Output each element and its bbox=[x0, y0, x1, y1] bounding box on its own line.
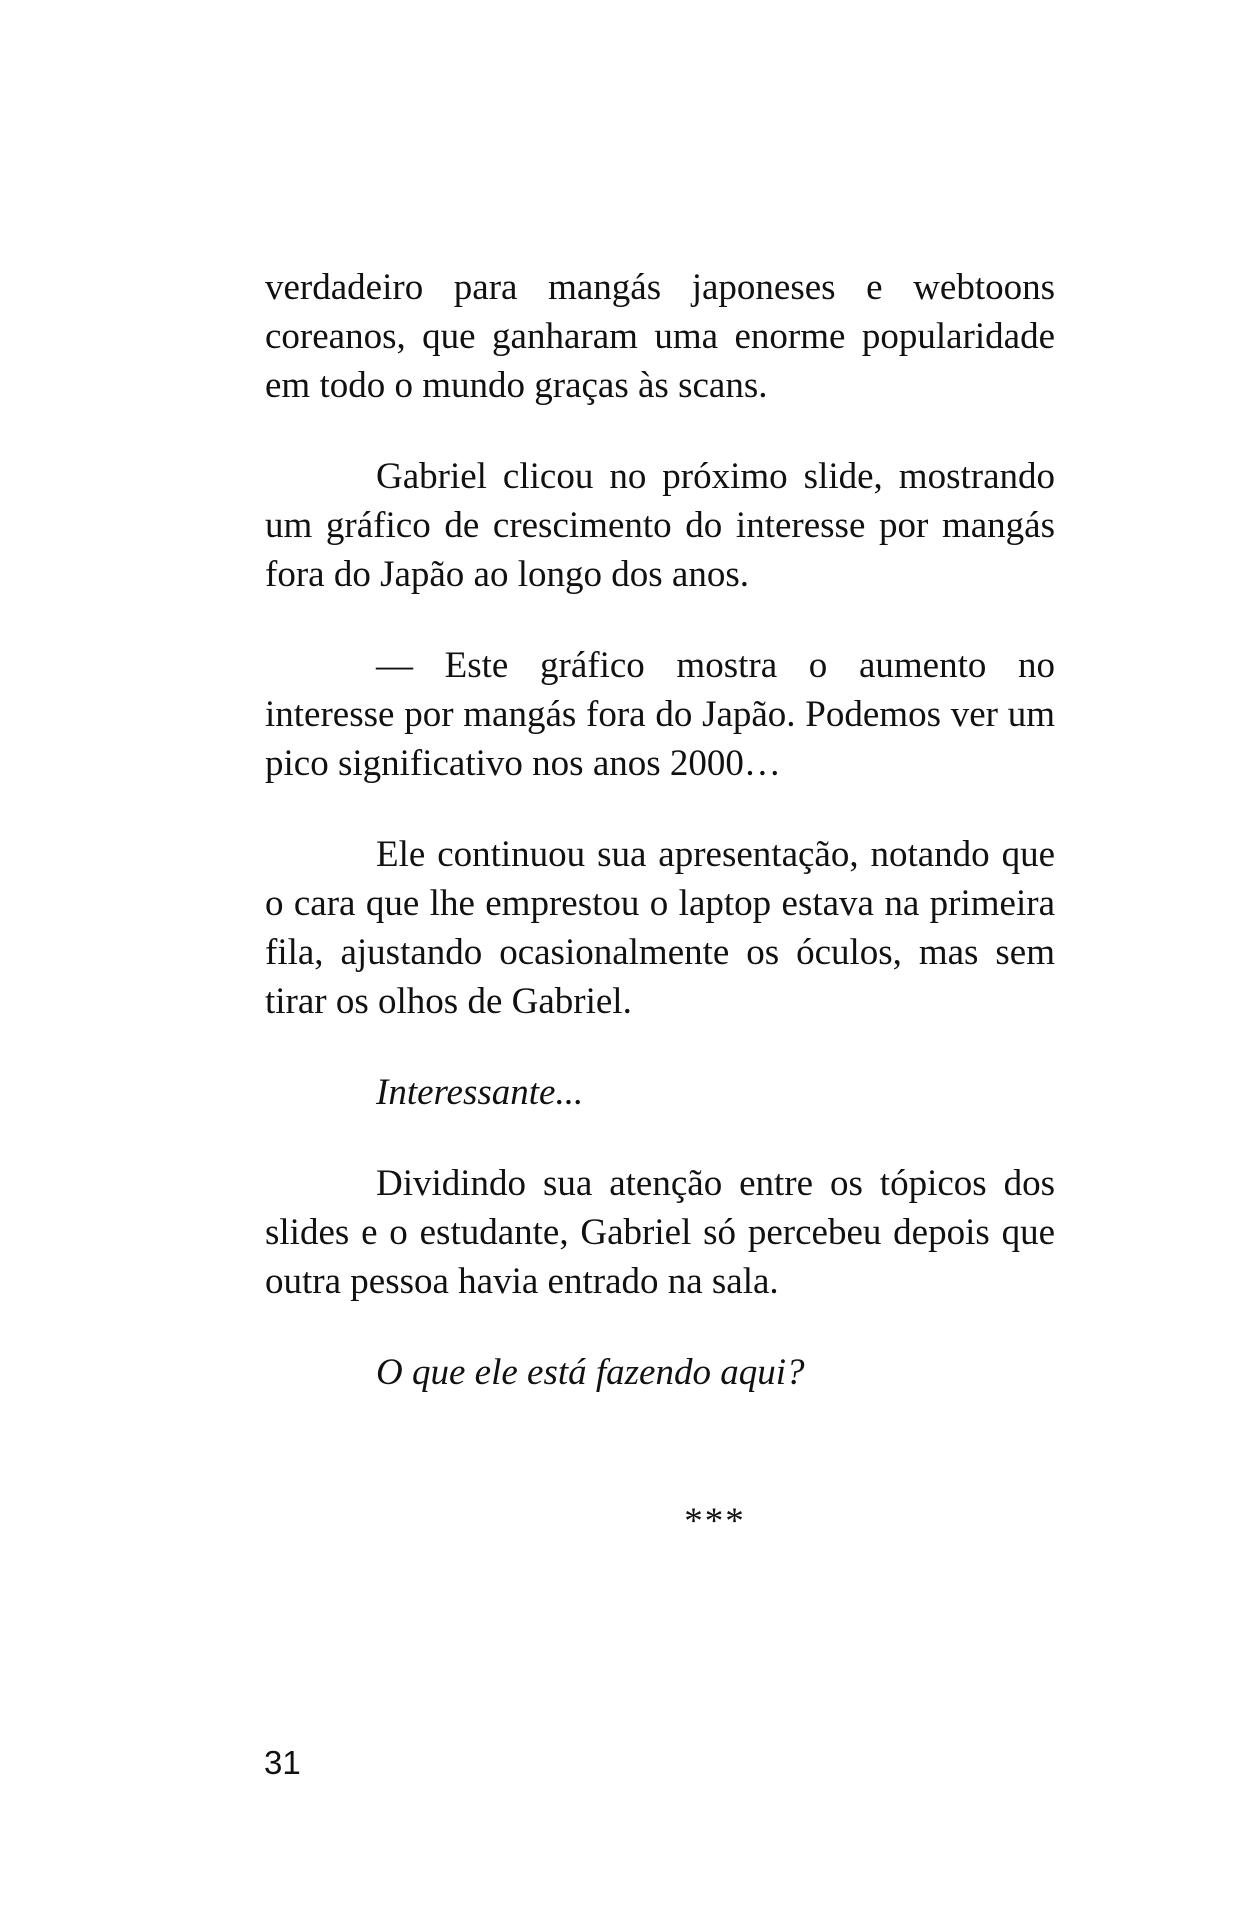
paragraph-attention: Dividindo sua atenção entre os tópicos dos slides e o estudante, Gabriel só percebeu depois que outra pessoa havia entrado na sala. bbox=[265, 1163, 1055, 1302]
paragraph-presentation: Ele continuou sua apresentação, notando que o cara que lhe emprestou o laptop estava na primeira fila, ajustando ocasionalmente os óculos, mas sem tirar os olhos de Gabriel. bbox=[265, 834, 1055, 1022]
paragraph-next-slide: Gabriel clicou no próximo slide, mostrando um gráfico de crescimento do interesse por mangás fora do Japão ao longo dos anos. bbox=[265, 456, 1055, 595]
paragraph-dialogue: — Este gráfico mostra o aumento no interesse por mangás fora do Japão. Podemos ver um pico significativo nos anos 2000… bbox=[265, 645, 1055, 784]
body-text bbox=[265, 263, 1055, 1439]
page-number: 31 bbox=[264, 1744, 301, 1781]
paragraph-thought-question: O que ele está fazendo aqui? bbox=[376, 1352, 805, 1393]
section-separator: *** bbox=[684, 1501, 746, 1542]
paragraph-continuation: verdadeiro para mangás japoneses e webtoons coreanos, que ganharam uma enorme popularidade em todo o mundo graças às scans. bbox=[265, 267, 1055, 406]
paragraph-thought-interesting: Interessante... bbox=[376, 1072, 584, 1113]
